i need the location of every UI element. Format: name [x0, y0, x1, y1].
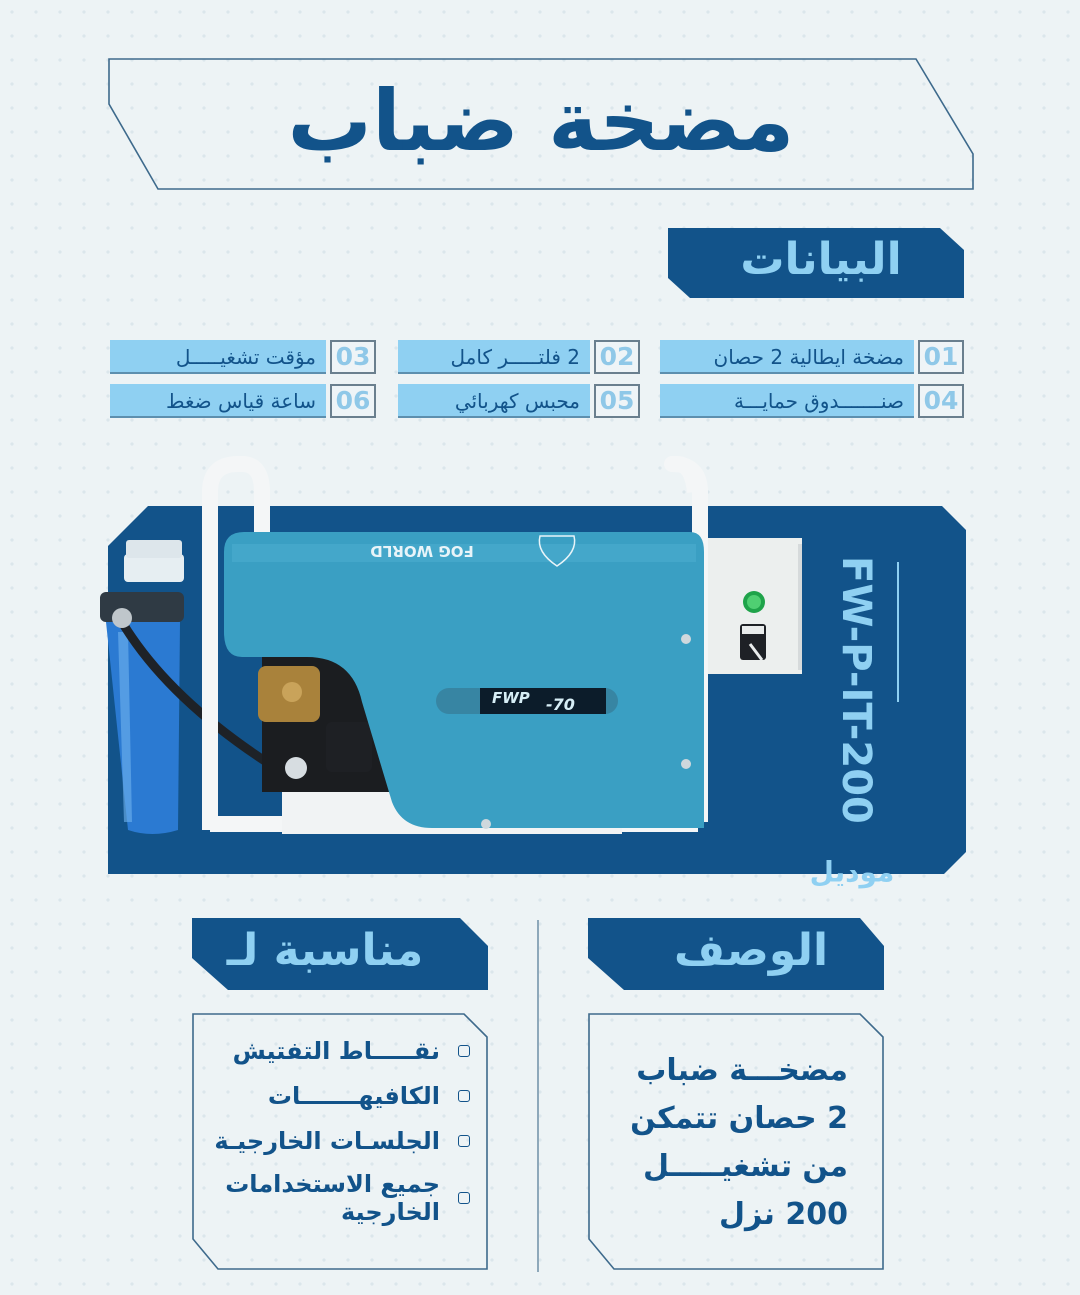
description-text [630, 1047, 848, 1239]
description-line: من تشغيـــــل [642, 1149, 848, 1184]
mist-pump-machine-illustration [92, 452, 812, 842]
spec-number: 01 [918, 340, 964, 374]
model-label: موديل [809, 855, 895, 889]
spec-label: مؤقت تشغيـــــل [110, 340, 326, 374]
list-item: الجلسـات الخارجيـة [206, 1127, 470, 1155]
spec-label: 2 فلتـــــر كامل [398, 340, 590, 374]
brand-text: FOG WORLD [370, 542, 474, 560]
page-title: مضخة ضباب [287, 72, 795, 170]
spec-item-01 [660, 340, 964, 374]
list-item: نقـــــاط التفتيش [206, 1037, 470, 1065]
description-line: 2 حصان تتمكن [630, 1101, 848, 1136]
spec-item-05 [398, 384, 640, 418]
model-info [809, 556, 895, 889]
model-badge [436, 688, 618, 714]
suitable-for-list [206, 1037, 470, 1243]
spec-label: ساعة قياس ضغط [110, 384, 326, 418]
spec-number: 04 [918, 384, 964, 418]
spec-item-04 [660, 384, 964, 418]
description-line: 200 نزل [718, 1197, 848, 1232]
spec-label: صنـــــــدوق حمايـــة [660, 384, 914, 418]
specs-heading: البيانات [740, 234, 902, 285]
model-divider-line [897, 562, 899, 702]
product-image [92, 452, 812, 842]
svg-text:-70: -70 [546, 695, 575, 714]
square-bullet-icon [458, 1090, 470, 1102]
spec-number: 02 [594, 340, 640, 374]
spec-item-02 [398, 340, 640, 374]
square-bullet-icon [458, 1192, 470, 1204]
description-heading-tab [588, 918, 884, 990]
spec-label: مضخة ايطالية 2 حصان [660, 340, 914, 374]
square-bullet-icon [458, 1045, 470, 1057]
title-banner [108, 58, 974, 190]
svg-text:FWP: FWP [492, 689, 530, 707]
list-item: الكافيهـــــــات [206, 1082, 470, 1110]
spec-number: 03 [330, 340, 376, 374]
description-line: مضخـــة ضباب [636, 1053, 848, 1088]
description-heading: الوصف [673, 925, 829, 976]
list-item: جميع الاستخدامات الخارجية [206, 1170, 470, 1226]
spec-item-06 [110, 384, 376, 418]
spec-number: 06 [330, 384, 376, 418]
description-box [588, 1013, 884, 1270]
square-bullet-icon [458, 1135, 470, 1147]
section-divider [537, 920, 539, 1272]
suitable-for-heading: مناسبة لـ [226, 925, 424, 976]
suitable-for-box [192, 1013, 488, 1270]
model-code: FW-P-IT-200 [833, 556, 879, 824]
spec-number: 05 [594, 384, 640, 418]
suitable-for-heading-tab [192, 918, 488, 990]
spec-item-03 [110, 340, 376, 374]
control-box [708, 538, 802, 674]
specs-heading-tab [668, 228, 964, 298]
spec-label: محبس كهربائي [398, 384, 590, 418]
